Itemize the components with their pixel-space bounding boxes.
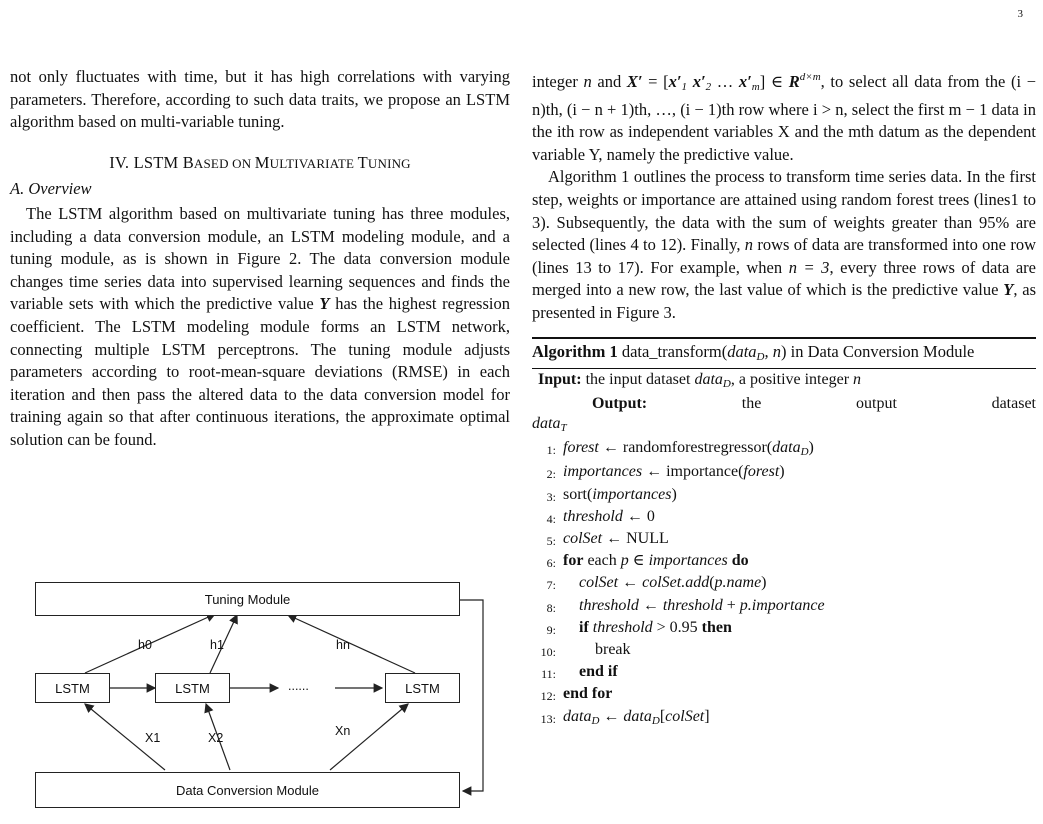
text-run: integer [532,72,584,91]
left-column [10,66,510,452]
text-run: … [711,72,739,91]
label-xn: Xn [335,724,351,738]
line-number: 4: [546,511,556,526]
line-number: 1: [546,443,556,458]
input-label: Input: [538,370,582,388]
label-h1: h1 [210,638,224,652]
algorithm-line [532,618,1036,640]
line-text: threshold ← threshold + p.importance [579,596,825,614]
algorithm-line [532,551,1036,573]
text-run: , to select all data from the (i − n)th, (i − n + 1)th, …, (i − 1)th row where i > n, select the first m − 1 data in the ith row as independent variables X and the mth datum as the dependent variable Y, namely the predictive value. [532,72,1037,164]
paragraph-intro: not only fluctuates with time, but it has high correlations with varying parameters. Therefore, according to such data traits, we propose an LSTM algorithm based on multi-variable tuning. [10,67,510,132]
algorithm-input [532,370,1036,394]
subsection-heading: A. Overview [10,179,92,199]
algorithm-line [532,507,1036,529]
line-text: break [595,640,631,658]
math-n: n [853,370,862,388]
math-var: , n [764,341,781,361]
math-var: data [727,341,757,361]
text-run: ] ∈ [759,72,789,91]
algorithm-body [532,369,1036,731]
math-var: data [694,370,723,388]
text-run: , a positive integer [730,370,854,388]
algorithm-title [532,339,1036,369]
algorithm-line [532,662,1036,684]
label-x2: X2 [208,731,224,745]
math-X-prime: X′ [626,72,643,91]
text-run: data_transform( [617,341,728,361]
math-sub: m [751,81,760,93]
section-number: IV. [109,152,130,172]
algorithm-line [532,707,1036,731]
math-sub: D [756,350,765,363]
tuning-module-box: Tuning Module [35,582,460,616]
line-number: 6: [546,556,556,571]
line-text: end if [579,663,618,681]
math-x: x′ [738,72,752,91]
math-x: x′ [692,72,706,91]
math-sub: 1 [681,81,688,93]
page-number: 3 [1017,8,1023,20]
line-number: 2: [546,467,556,482]
text-run: has the highest regression coefficient. The LSTM modeling module forms an LSTM network, connecting multiple LSTM perceptrons. The tuning module adjusts parameters according to root-mean-square deviations (RMSE) in each iteration and then pass the altered data to the data conversion model for training again so that after continuous iterations, the approximate optimal solution can be found. [10,294,510,449]
right-column [532,66,1036,731]
line-number: 13: [540,711,556,726]
arrow-feedback [460,600,483,791]
text-run: dataset [991,394,1036,412]
algorithm-line [532,573,1036,595]
data-conversion-module-box: Data Conversion Module [35,772,460,808]
line-text: colSet ← colSet.add(p.name) [579,574,767,592]
algorithm-line [532,438,1036,462]
section-heading [10,152,510,176]
lstm-box-2: LSTM [155,673,230,703]
text-run: Algorithm 1 outlines the process to transform time series data. In the first step, weights or importance are attained using random forest trees (lines1 to 3). Subsequently, the data with the sum of weights greater than 95% are selected (lines 4 to 12). Finally, [532,167,1036,255]
algorithm-line [532,640,1036,662]
line-number: 12: [540,689,556,704]
text-run: The LSTM algorithm based on multivariate tuning has three modules, including a data conversion module, an LSTM modeling module, and a tuning module, as is shown in Figure 2. The data conversion module changes time series data into supervised learning sequences and finds the variable sets with which the predictive value [10,203,510,314]
text-run: rows of data are transformed into one row (lines 13 to 17). For example, when [532,235,1036,277]
algorithm-output [532,394,1036,414]
line-number: 7: [546,578,556,593]
section-title-part: UNING [367,155,411,171]
ellipsis-label: ...... [288,679,309,693]
text-run: and [591,72,627,91]
label-hn: hn [336,638,350,652]
output-label: Output: [592,394,648,412]
algorithm-line [532,529,1036,551]
math-sub: T [560,421,567,434]
line-text: end for [563,685,613,703]
text-run: , every three rows of data are merged into a new row, the last value of which is the predictive value [532,257,1036,300]
line-number: 3: [546,489,556,504]
math-sub: 2 [705,81,712,93]
line-number: 8: [546,600,556,615]
section-title-part: T [357,152,368,172]
lstm-box-1: LSTM [35,673,110,703]
section-title-part: ASED ON [193,155,255,171]
lstm-box-3: LSTM [385,673,460,703]
paragraph-selection [532,66,1036,166]
text-run: the [741,394,762,412]
math-n: n [744,235,754,255]
math-Y: Y [319,294,330,314]
algorithm-label: Algorithm 1 [532,341,618,361]
paragraph-algorithm-outline [532,166,1036,324]
label-x1: X1 [145,731,161,745]
line-text: sort(importances) [563,485,677,503]
figure-architecture [30,580,490,810]
line-text: threshold ← 0 [563,507,655,525]
line-text: colSet ← NULL [563,529,669,547]
line-number: 10: [540,644,556,659]
math-R: R [788,72,800,91]
line-text: data$_D$ ← data$_D$[colSet] [563,707,710,727]
line-text: importances ← importance(forest) [563,463,785,481]
line-number: 9: [546,622,556,637]
line-text: for each p ∈ importances do [563,552,749,570]
algorithm-line [532,462,1036,484]
paragraph-overview [10,203,510,452]
algorithm-block [532,337,1036,731]
text-run: the input dataset [581,370,695,388]
section-title-part: LSTM B [133,152,194,172]
math-n-eq: n = 3 [788,257,830,277]
label-h0: h0 [138,638,152,652]
text-run: output [856,394,897,412]
section-title-part: ULTIVARIATE [269,155,358,171]
math-sup: d×m [799,71,821,83]
line-text: forest ← randomforestregressor(data$_D$) [563,439,814,459]
line-text: if threshold > 0.95 then [579,618,732,636]
algorithm-output-var [532,414,1036,438]
math-Y: Y [1003,280,1014,300]
math-x: x′ [668,72,682,91]
section-title-part: M [254,152,270,172]
arrow-hn [288,615,415,673]
algorithm-line [532,684,1036,706]
line-number: 11: [541,667,556,682]
algorithm-line [532,485,1036,507]
line-number: 5: [546,533,556,548]
math-n: n [583,72,592,91]
algorithm-line [532,596,1036,618]
math-sub: D [722,377,731,390]
text-run: = [ [642,72,669,91]
text-run: ) in Data Conversion Module [781,341,975,361]
math-var: data [532,414,561,432]
text-run: , as presented in Figure 3. [532,280,1036,322]
